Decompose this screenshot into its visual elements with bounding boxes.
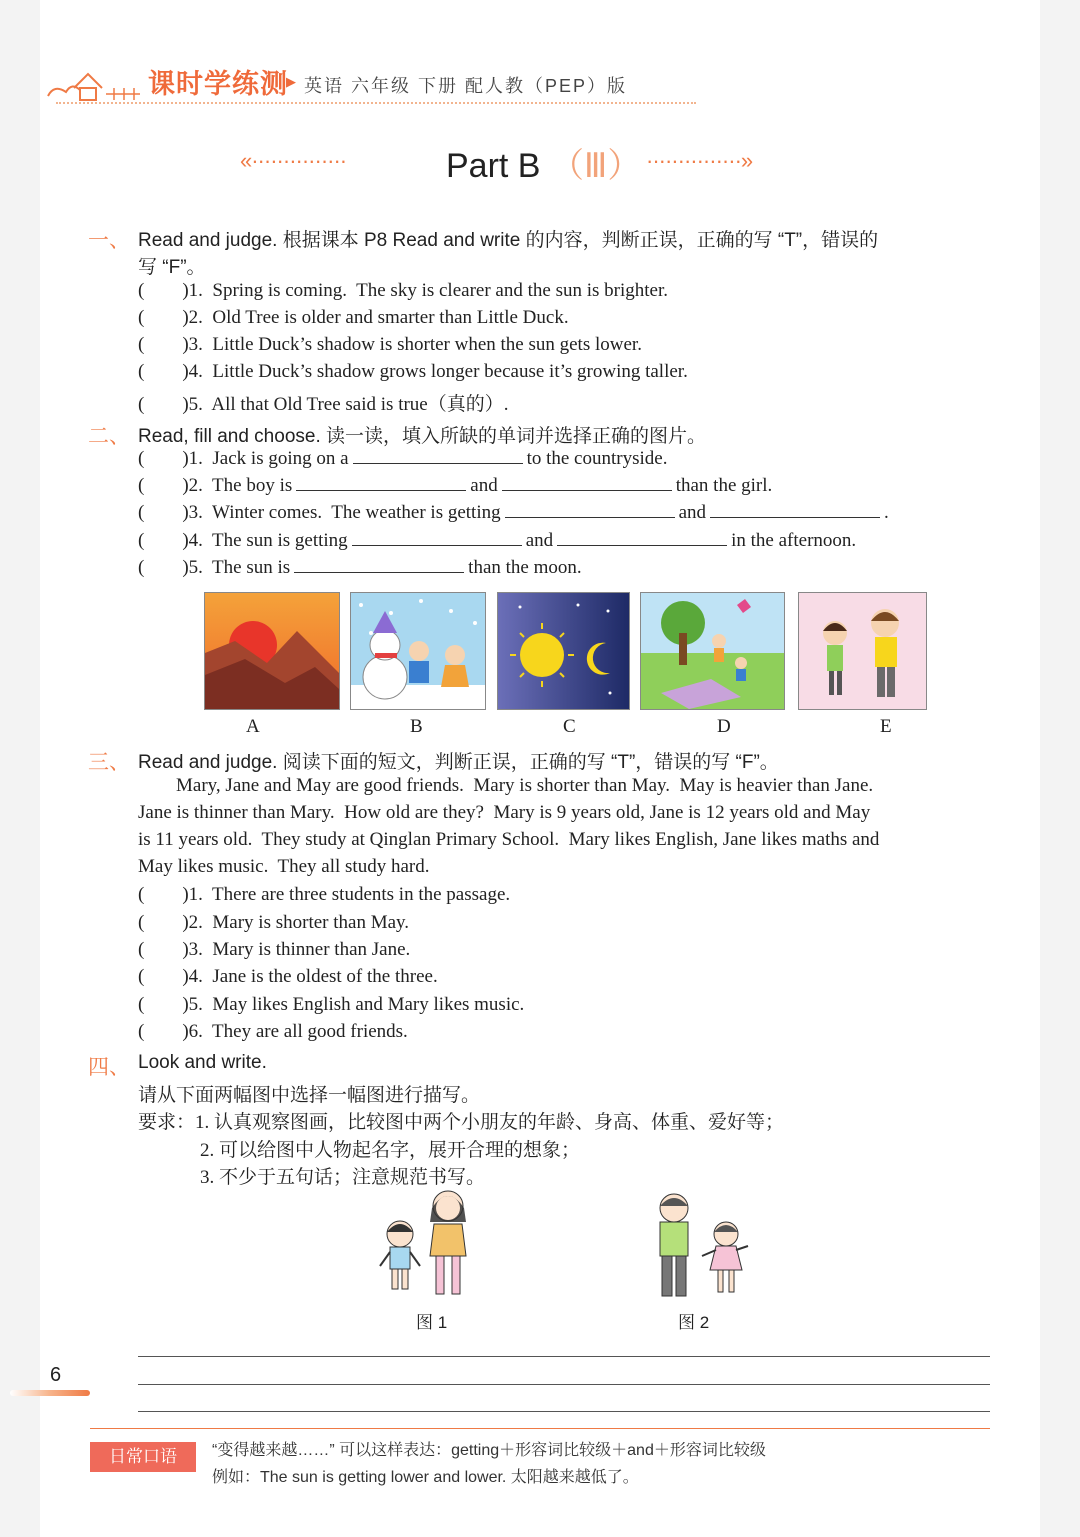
passage-line: Jane is thinner than Mary. How old are they? Mary is 9 years old, Jane is 12 years old and May bbox=[138, 802, 871, 823]
passage-line: is 11 years old. They study at Qinglan Primary School. Mary likes English, Jane likes maths and bbox=[138, 829, 880, 850]
dots-right-decoration: ···············» bbox=[646, 148, 753, 173]
answer-blank[interactable] bbox=[352, 531, 522, 546]
judge-item: ( )1. Spring is coming. The sky is clearer and the sun is brighter. bbox=[138, 280, 668, 301]
section2-heading: Read, fill and choose. 读一读，填入所缺的单词并选择正确的图片。 bbox=[138, 426, 707, 447]
writing-requirement: 3. 不少于五句话；注意规范书写。 bbox=[200, 1167, 486, 1188]
judge-item: ( )1. There are three students in the passage. bbox=[138, 884, 511, 905]
picture-b-snowman bbox=[350, 592, 486, 710]
header-divider bbox=[56, 102, 696, 104]
answer-blank[interactable] bbox=[557, 531, 727, 546]
tip-text-line2: 例如：The sun is getting lower and lower. 太阳越来越低了。 bbox=[212, 1469, 639, 1486]
section-number-2: 二、 bbox=[88, 425, 130, 448]
picture-label: E bbox=[880, 716, 892, 737]
section-number-1: 一、 bbox=[88, 229, 130, 252]
tip-divider bbox=[90, 1428, 990, 1429]
picture-label: D bbox=[717, 716, 731, 737]
figure-2-label: 图 2 bbox=[678, 1313, 710, 1332]
picture-label: C bbox=[563, 716, 576, 737]
writing-requirement: 要求：1. 认真观察图画，比较图中两个小朋友的年龄、身高、体重、爱好等； bbox=[138, 1112, 785, 1133]
picture-label: B bbox=[410, 716, 423, 737]
judge-item: ( )5. All that Old Tree said is true（真的）. bbox=[138, 394, 509, 415]
judge-item: ( )3. Mary is thinner than Jane. bbox=[138, 939, 411, 960]
picture-e-boy-and-girl bbox=[798, 592, 927, 710]
answer-blank[interactable] bbox=[296, 476, 466, 491]
page-number: 6 bbox=[50, 1364, 62, 1386]
page-header bbox=[44, 58, 694, 108]
figure-2-children bbox=[644, 1190, 754, 1302]
fill-item: ( )1. Jack is going on a to the countryside. bbox=[138, 448, 668, 469]
arrow-icon: ▶ bbox=[286, 74, 296, 89]
answer-blank[interactable] bbox=[505, 503, 675, 518]
judge-item: ( )4. Little Duck’s shadow grows longer because it’s growing taller. bbox=[138, 361, 688, 382]
answer-blank[interactable] bbox=[294, 558, 464, 573]
section3-heading: Read and judge. 阅读下面的短文，判断正误，正确的写 “T”，错误的写 “F”。 bbox=[138, 752, 779, 773]
fill-item: ( )2. The boy is and than the girl. bbox=[138, 475, 773, 496]
section4-heading: Look and write. bbox=[138, 1052, 267, 1073]
judge-item: ( )3. Little Duck’s shadow is shorter when the sun gets lower. bbox=[138, 334, 642, 355]
section-number-4: 四、 bbox=[88, 1056, 130, 1079]
figure-1-children bbox=[374, 1186, 480, 1300]
writing-line[interactable] bbox=[138, 1356, 990, 1357]
section1-heading: Read and judge. 根据课本 P8 Read and write 的内容，判断正误，正确的写 “T”，错误的 bbox=[138, 230, 879, 251]
answer-blank[interactable] bbox=[353, 449, 523, 464]
tip-text-line1: “变得越来越……” 可以这样表达：getting＋形容词比较级＋and＋形容词比较级 bbox=[212, 1442, 766, 1459]
writing-line[interactable] bbox=[138, 1384, 990, 1385]
house-logo-icon bbox=[44, 66, 144, 106]
writing-requirement: 2. 可以给图中人物起名字，展开合理的想象； bbox=[200, 1140, 581, 1161]
picture-a-sunset bbox=[204, 592, 340, 710]
dots-left-decoration: «··············· bbox=[240, 148, 347, 173]
judge-item: ( )4. Jane is the oldest of the three. bbox=[138, 966, 438, 987]
picture-label: A bbox=[246, 716, 260, 737]
part-title-block bbox=[240, 138, 840, 188]
judge-item: ( )5. May likes English and Mary likes music. bbox=[138, 994, 525, 1015]
judge-item: ( )2. Mary is shorter than May. bbox=[138, 912, 410, 933]
passage-line: Mary, Jane and May are good friends. Mary is shorter than May. May is heavier than Jane. bbox=[138, 775, 874, 796]
brand-title: 课时学练测 bbox=[148, 69, 288, 99]
fill-item: ( )5. The sun is than the moon. bbox=[138, 557, 582, 578]
answer-blank[interactable] bbox=[502, 476, 672, 491]
fill-item: ( )4. The sun is getting and in the afternoon. bbox=[138, 530, 857, 551]
part-title: Part B （Ⅲ） bbox=[446, 147, 642, 185]
picture-d-picnic bbox=[640, 592, 785, 710]
judge-item: ( )2. Old Tree is older and smarter than Little Duck. bbox=[138, 307, 569, 328]
section-number-3: 三、 bbox=[88, 751, 130, 774]
picture-c-sun-and-moon bbox=[497, 592, 630, 710]
writing-intro: 请从下面两幅图中选择一幅图进行描写。 bbox=[138, 1085, 481, 1106]
page-number-bar bbox=[10, 1390, 90, 1396]
answer-blank[interactable] bbox=[710, 503, 880, 518]
book-subtitle: 英语 六年级 下册 配人教（PEP）版 bbox=[304, 76, 628, 96]
fill-item: ( )3. Winter comes. The weather is getting and . bbox=[138, 502, 889, 523]
tip-label: 日常口语 bbox=[90, 1442, 196, 1472]
section1-heading-cont: 写 “F”。 bbox=[138, 257, 206, 278]
passage-line: May likes music. They all study hard. bbox=[138, 856, 430, 877]
judge-item: ( )6. They are all good friends. bbox=[138, 1021, 408, 1042]
part-roman-numeral: （Ⅲ） bbox=[549, 147, 642, 185]
writing-line[interactable] bbox=[138, 1411, 990, 1412]
figure-1-label: 图 1 bbox=[416, 1313, 448, 1332]
